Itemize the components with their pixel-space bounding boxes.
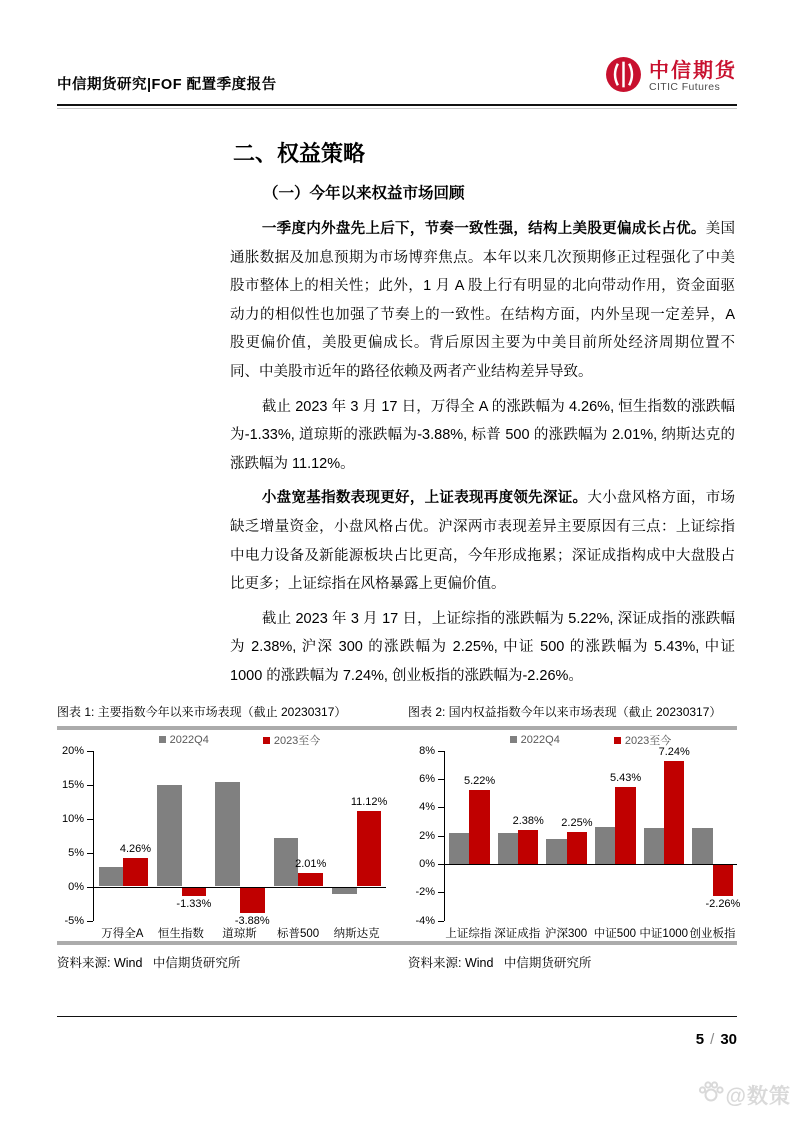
bar-group xyxy=(152,751,210,921)
bar-2023至今 xyxy=(615,787,635,864)
page-number xyxy=(57,1031,737,1048)
y-tick-label: -2% xyxy=(415,886,435,899)
chart-2-plot-area xyxy=(444,746,741,921)
header-rule xyxy=(57,104,737,109)
figure-2-caption: 图表 2: 国内权益指数今年以来市场表现（截止 20230317） xyxy=(408,704,722,719)
legend-swatch-icon xyxy=(159,736,166,743)
bar-2022Q4 xyxy=(644,828,664,864)
bar-group xyxy=(445,751,494,921)
y-tick-label: 5% xyxy=(68,846,84,859)
bar-group xyxy=(494,751,543,921)
x-category-label: 深证成指 xyxy=(494,927,541,940)
y-tick-label: 15% xyxy=(61,778,84,791)
chart-1-legend xyxy=(93,733,386,748)
data-label: -2.26% xyxy=(705,897,741,910)
bar-2023至今 xyxy=(518,830,538,864)
data-label: 7.24% xyxy=(658,746,690,759)
bar-2022Q4 xyxy=(449,833,469,863)
bar-group xyxy=(269,751,327,921)
bar-group xyxy=(688,751,741,921)
paragraph-1-lead: 一季度内外盘先上后下，节奏一致性强，结构上美股更偏成长占优。 xyxy=(261,221,706,237)
x-category-label: 纳斯达克 xyxy=(333,927,380,940)
chart-2-y-axis xyxy=(408,744,444,927)
y-tick-label: 10% xyxy=(61,812,84,825)
bar-2023至今 xyxy=(182,887,207,896)
y-tick-label: 20% xyxy=(61,744,84,757)
bar-group xyxy=(211,751,270,927)
chart-1-x-axis xyxy=(93,925,386,941)
zero-axis-line xyxy=(445,864,737,865)
citic-logo xyxy=(605,56,737,98)
legend-item xyxy=(510,734,560,746)
data-label: 11.12% xyxy=(350,795,388,808)
bar-2022Q4 xyxy=(595,827,615,864)
page-footer xyxy=(57,1016,737,1048)
watermark xyxy=(698,1080,791,1110)
data-label: -1.33% xyxy=(176,897,212,910)
legend-item xyxy=(263,732,320,748)
chart-1-y-axis xyxy=(57,744,93,927)
bar-2023至今 xyxy=(567,832,587,864)
header-title: 中信期货研究|FOF 配置季度报告 xyxy=(57,77,277,93)
legend-swatch-icon xyxy=(614,737,621,744)
data-label: 5.43% xyxy=(609,771,642,784)
page-current: 5 xyxy=(695,1031,705,1048)
bar-2023至今 xyxy=(240,887,265,913)
footer-rule xyxy=(57,1016,737,1017)
paragraph-1-body: 美国通胀数据及加息预期为市场博弈焦点。本年以来几次预期修正过程强化了中美股市整体上的相关性；此外，1 月 A 股上行有明显的北向带动作用，资金面驱动力的相似性也加强了节奏上的一致性。在结构方面，内外呈现一定差异，A 股更偏价值，美股更偏成长。背后原因主要为中美目前所处经济周期位置不同、中美股市近年的路径依赖及两者产业结构差异导致。 xyxy=(230,221,735,380)
section-title: 二、权益策略 xyxy=(233,141,366,166)
bar-2022Q4 xyxy=(99,867,124,887)
figure-1-source: 资料来源: Wind 中信期货研究所 xyxy=(57,955,241,970)
legend-label: 2023至今 xyxy=(273,735,321,747)
zero-axis-line xyxy=(94,887,386,888)
bar-2023至今 xyxy=(664,761,684,864)
bar-2023至今 xyxy=(357,811,382,887)
y-tick-label: 6% xyxy=(419,772,435,785)
bar-2023至今 xyxy=(713,864,733,896)
x-category-label: 上证综指 xyxy=(445,927,492,940)
data-label: 2.25% xyxy=(561,816,593,829)
y-tick-label: 0% xyxy=(68,880,84,893)
data-label: 2.01% xyxy=(295,857,327,870)
bar-2022Q4 xyxy=(332,887,357,894)
legend-swatch-icon xyxy=(263,737,270,744)
x-category-label: 中证500 xyxy=(593,927,636,940)
page-header xyxy=(57,0,737,104)
bar-2023至今 xyxy=(123,858,148,887)
y-tick-label: 4% xyxy=(419,801,435,814)
x-category-label: 中证1000 xyxy=(639,927,689,940)
y-tick-label: 0% xyxy=(419,857,435,870)
legend-label: 2022Q4 xyxy=(169,734,209,746)
figure-bottom-divider xyxy=(57,941,737,945)
y-tick-label: -4% xyxy=(415,914,435,927)
legend-label: 2023至今 xyxy=(624,735,672,747)
legend-item xyxy=(159,734,209,746)
legend-swatch-icon xyxy=(510,736,517,743)
chart-major-indices xyxy=(57,733,386,941)
x-category-label: 恒生指数 xyxy=(157,927,204,940)
bar-group xyxy=(640,746,690,921)
figure-1-caption: 图表 1: 主要指数今年以来市场表现（截止 20230317） xyxy=(57,704,347,719)
chart-2-legend xyxy=(444,733,737,748)
data-label: 2.38% xyxy=(512,815,544,828)
x-category-label: 道琼斯 xyxy=(222,927,257,940)
chart-1-plot-area xyxy=(93,751,388,927)
bar-2022Q4 xyxy=(546,839,566,864)
paragraph-3 xyxy=(230,484,735,598)
bar-2022Q4 xyxy=(215,782,240,887)
citic-logo-icon xyxy=(605,56,642,98)
y-tick-label: 2% xyxy=(419,829,435,842)
y-tick-label: -5% xyxy=(64,914,84,927)
paragraph-2: 截止 2023 年 3 月 17 日，万得全 A 的涨跌幅为 4.26%, 恒生指数的涨跌幅为-1.33%, 道琼斯的涨跌幅为-3.88%, 标普 500 的涨跌幅为 2.01%, 纳斯达克的涨跌幅为 11.12%。 xyxy=(230,398,735,472)
figures-block xyxy=(57,701,741,971)
bar-group xyxy=(94,751,152,921)
logo-text-en: CITIC Futures xyxy=(649,80,721,93)
bar-group xyxy=(591,751,640,921)
data-label: -3.88% xyxy=(234,914,270,927)
bar-2023至今 xyxy=(469,790,489,864)
data-label: 4.26% xyxy=(119,842,152,855)
bar-2022Q4 xyxy=(498,833,518,864)
paragraph-3-lead: 小盘宽基指数表现更好，上证表现再度领先深证。 xyxy=(261,490,588,507)
bar-group xyxy=(542,751,591,921)
x-category-label: 创业板指 xyxy=(689,927,736,940)
page-total: 30 xyxy=(720,1031,737,1048)
x-category-label: 万得全A xyxy=(101,927,144,940)
chart-domestic-indices xyxy=(408,733,741,941)
paw-watermark-icon xyxy=(698,1080,724,1110)
legend-label: 2022Q4 xyxy=(520,734,560,746)
figure-2-source: 资料来源: Wind 中信期货研究所 xyxy=(408,955,592,970)
chart-2-x-axis xyxy=(444,925,737,941)
y-tick-label: 8% xyxy=(419,744,435,757)
logo-text-cn: 中信期货 xyxy=(649,59,737,82)
watermark-text: @数策 xyxy=(725,1085,791,1108)
bar-group xyxy=(328,751,386,921)
paragraph-1 xyxy=(230,215,735,387)
bar-2023至今 xyxy=(298,873,323,887)
x-category-label: 沪深300 xyxy=(544,927,588,940)
data-label: 5.22% xyxy=(463,774,496,787)
page-separator: / xyxy=(710,1031,715,1048)
paragraph-4: 截止 2023 年 3 月 17 日，上证综指的涨跌幅为 5.22%, 深证成指的涨跌幅为 2.38%, 沪深 300 的涨跌幅为 2.25%, 中证 500 的涨跌幅为 5.43%, 中证 1000 的涨跌幅为 7.24%, 创业板指的涨跌幅为-2.26%。 xyxy=(230,610,735,684)
bar-2022Q4 xyxy=(692,828,712,863)
subsection-title: （一）今年以来权益市场回顾 xyxy=(263,185,465,202)
paragraph-3-body: 大小盘风格方面，市场缺乏增量资金，小盘风格占优。沪深两市表现差异主要原因有三点：上证综指中电力设备及新能源板块占比更高，今年形成拖累；深证成指构成中大盘股占比更多；上证综指在风格暴露上更偏价值。 xyxy=(230,490,736,593)
bar-2022Q4 xyxy=(157,785,182,886)
x-category-label: 标普500 xyxy=(276,927,320,940)
